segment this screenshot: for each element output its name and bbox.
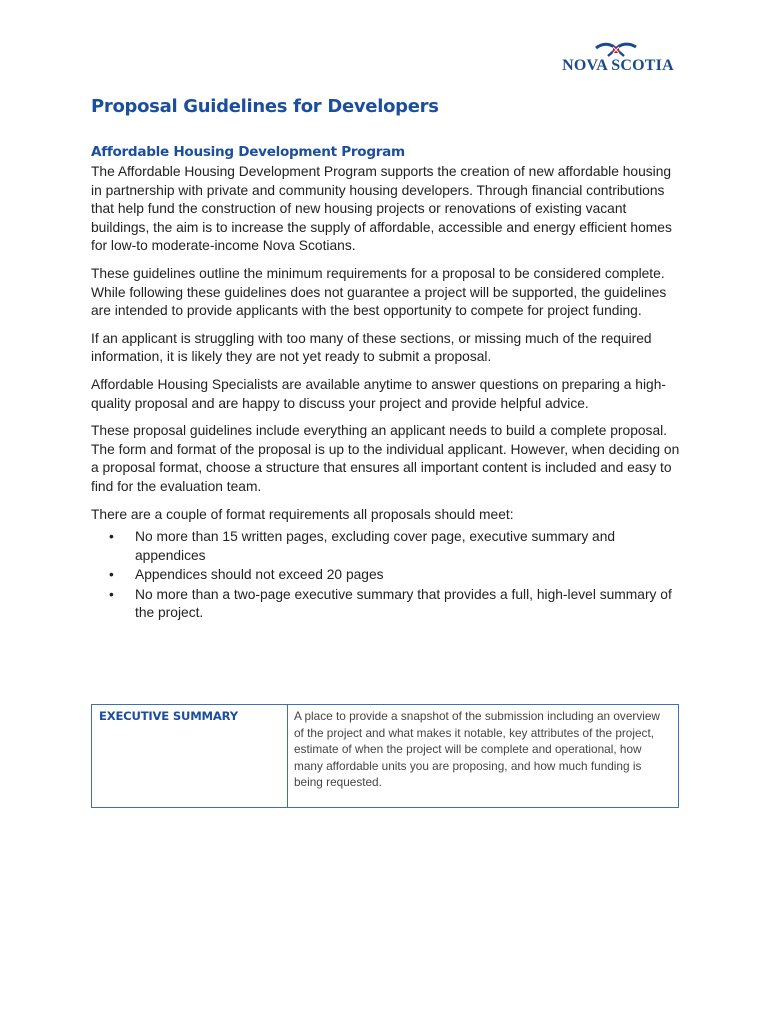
- bullet-icon: •: [109, 567, 114, 583]
- page-title: Proposal Guidelines for Developers: [91, 96, 439, 117]
- section-heading: Affordable Housing Development Program: [91, 144, 405, 160]
- format-requirements-intro: There are a couple of format requirements all proposals should meet:: [91, 506, 514, 522]
- document-body: [91, 93, 681, 624]
- specialists-paragraph: Affordable Housing Specialists are available anytime to answer questions on preparing a high-quality proposal and are happy to discuss your project and provide helpful advice.: [91, 376, 666, 411]
- nova-scotia-logo: [556, 40, 680, 80]
- requirements-paragraph: These guidelines outline the minimum requirements for a proposal to be considered complete. While following these guidelines does not guarantee a project will be supported, the guidelines are intended to provide applicants with the best opportunity to compete for project funding.: [91, 265, 667, 319]
- readiness-paragraph: If an applicant is struggling with too many of these sections, or missing much of the required information, it is likely they are not yet ready to submit a proposal.: [91, 330, 652, 365]
- list-item-text: No more than a two-page executive summary that provides a full, high-level summary of the project.: [135, 586, 672, 621]
- list-item: [109, 528, 681, 565]
- intro-paragraph: The Affordable Housing Development Program supports the creation of new affordable housing in partnership with private and community housing developers. Through financial contributions that help fund the construction of new housing projects or renovations of existing vacant buildings, the aim is to increase the supply of affordable, accessible and energy efficient homes for low-to moderate-income Nova Scotians.: [91, 164, 672, 254]
- table-label-cell: EXECUTIVE SUMMARY: [92, 705, 288, 807]
- format-requirements-list: [91, 528, 681, 623]
- format-paragraph: These proposal guidelines include everything an applicant needs to build a complete proposal. The form and format of the proposal is up to the individual applicant. However, when deciding on a proposal format, choose a structure that ensures all important content is included and easy to find for the evaluation team.: [91, 423, 680, 494]
- bullet-icon: •: [109, 529, 114, 545]
- list-item: [109, 566, 681, 585]
- list-item-text: No more than 15 written pages, excluding cover page, executive summary and appendices: [135, 529, 616, 563]
- list-item-text: Appendices should not exceed 20 pages: [135, 567, 384, 583]
- executive-summary-table: [91, 704, 679, 808]
- list-item: [109, 586, 681, 623]
- table-description-cell: A place to provide a snapshot of the submission including an overview of the project and what makes it notable, key attributes of the project, estimate of when the project will be complete and operational, how many affordable units you are proposing, and how much funding is being requested.: [294, 709, 660, 790]
- bullet-icon: •: [109, 586, 114, 602]
- logo-text: NOVA SCOTIA: [562, 57, 674, 74]
